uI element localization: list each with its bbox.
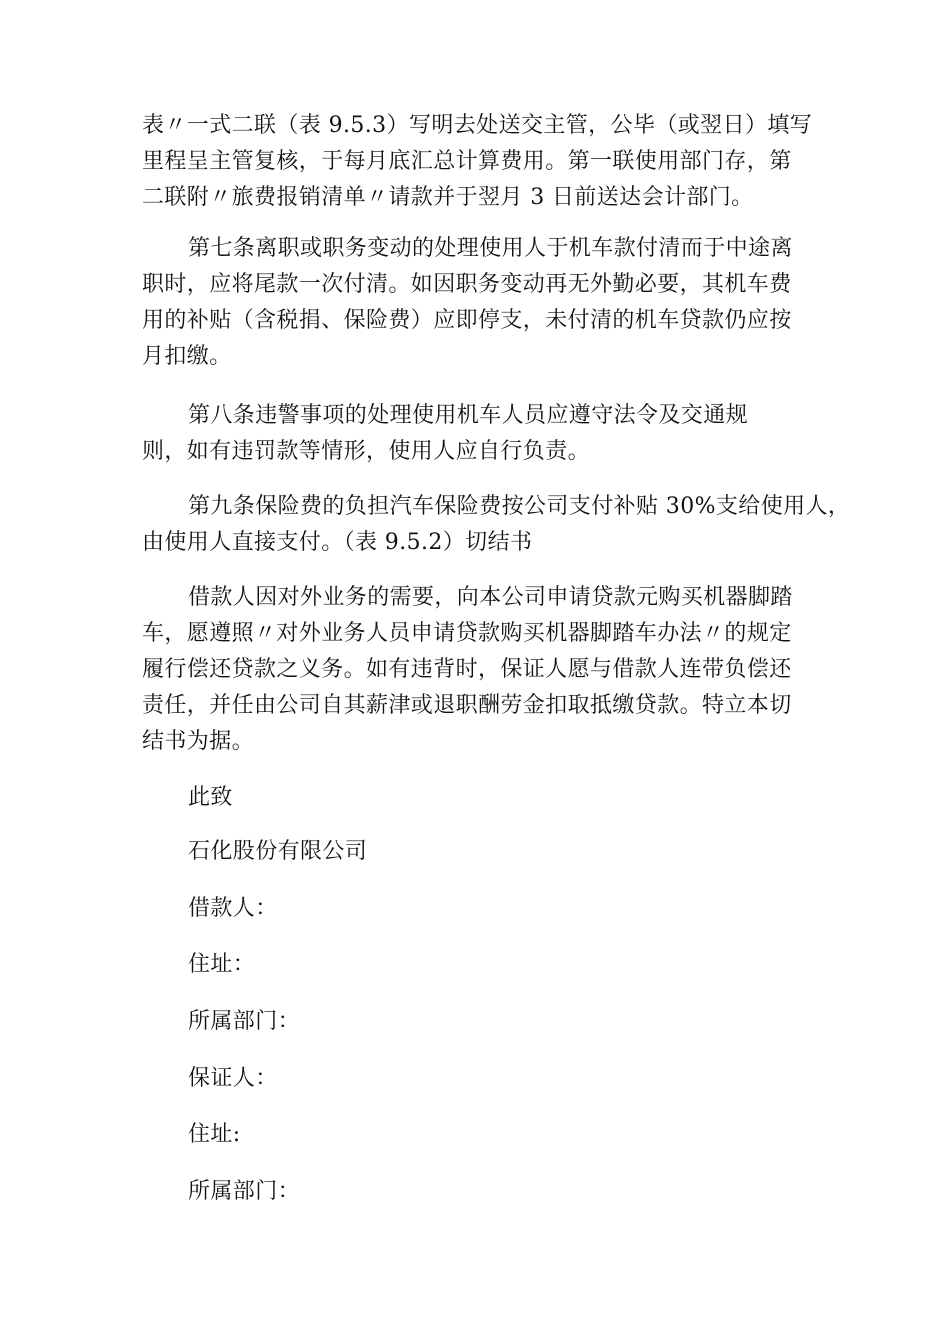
text-line: 则，如有违罚款等情形，使用人应自行负责。 [142,439,591,464]
text-line: 责任，并任由公司自其薪津或退职酬劳金扣取抵缴贷款。特立本切 [142,693,792,718]
paragraph-article-9 [142,489,851,561]
text-line: 二联附〃旅费报销清单〃请款并于翌月 3 日前送达会计部门。 [142,185,754,210]
recipient-company: 石化股份有限公司 [188,839,368,864]
closing-greeting: 此致 [188,785,233,810]
text-line: 用的补贴（含税捐、保险费）应即停支，未付清的机车贷款仍应按 [142,308,792,333]
borrower-label: 借款人： [188,896,278,921]
text-line: 借款人因对外业务的需要，向本公司申请贷款元购买机器脚踏 [188,585,793,610]
text-line: 第八条违警事项的处理使用机车人员应遵守法令及交通规 [188,403,749,428]
text-line: 由使用人直接支付。（表 9.5.2）切结书 [142,530,533,555]
text-line: 结书为据。 [142,729,255,754]
text-line: 履行偿还贷款之义务。如有违背时，保证人愿与借款人连带负偿还 [142,657,792,682]
guarantor-department-label: 所属部门： [188,1179,301,1204]
borrower-department-label: 所属部门： [188,1009,301,1034]
text-line: 第七条离职或职务变动的处理使用人于机车款付清而于中途离 [188,236,793,261]
borrower-address-label: 住址： [188,952,256,977]
paragraph-article-8 [142,398,822,470]
paragraph-article-7 [142,231,822,375]
text-line: 职时，应将尾款一次付清。如因职务变动再无外勤必要，其机车费 [142,272,792,297]
text-line: 车，愿遵照〃对外业务人员申请贷款购买机器脚踏车办法〃的规定 [142,621,792,646]
text-line: 表〃一式二联（表 9.5.3）写明去处送交主管，公毕（或翌日）填写 [142,113,813,138]
text-line: 里程呈主管复核，于每月底汇总计算费用。第一联使用部门存，第 [142,149,792,174]
paragraph-form-submission [142,108,822,216]
text-line: 第九条保险费的负担汽车保险费按公司支付补贴 30%支给使用人， [188,494,851,519]
paragraph-pledge-body [142,580,822,760]
guarantor-label: 保证人： [188,1066,278,1091]
guarantor-address-label: 住址: [188,1122,241,1147]
text-line: 月扣缴。 [142,344,232,369]
